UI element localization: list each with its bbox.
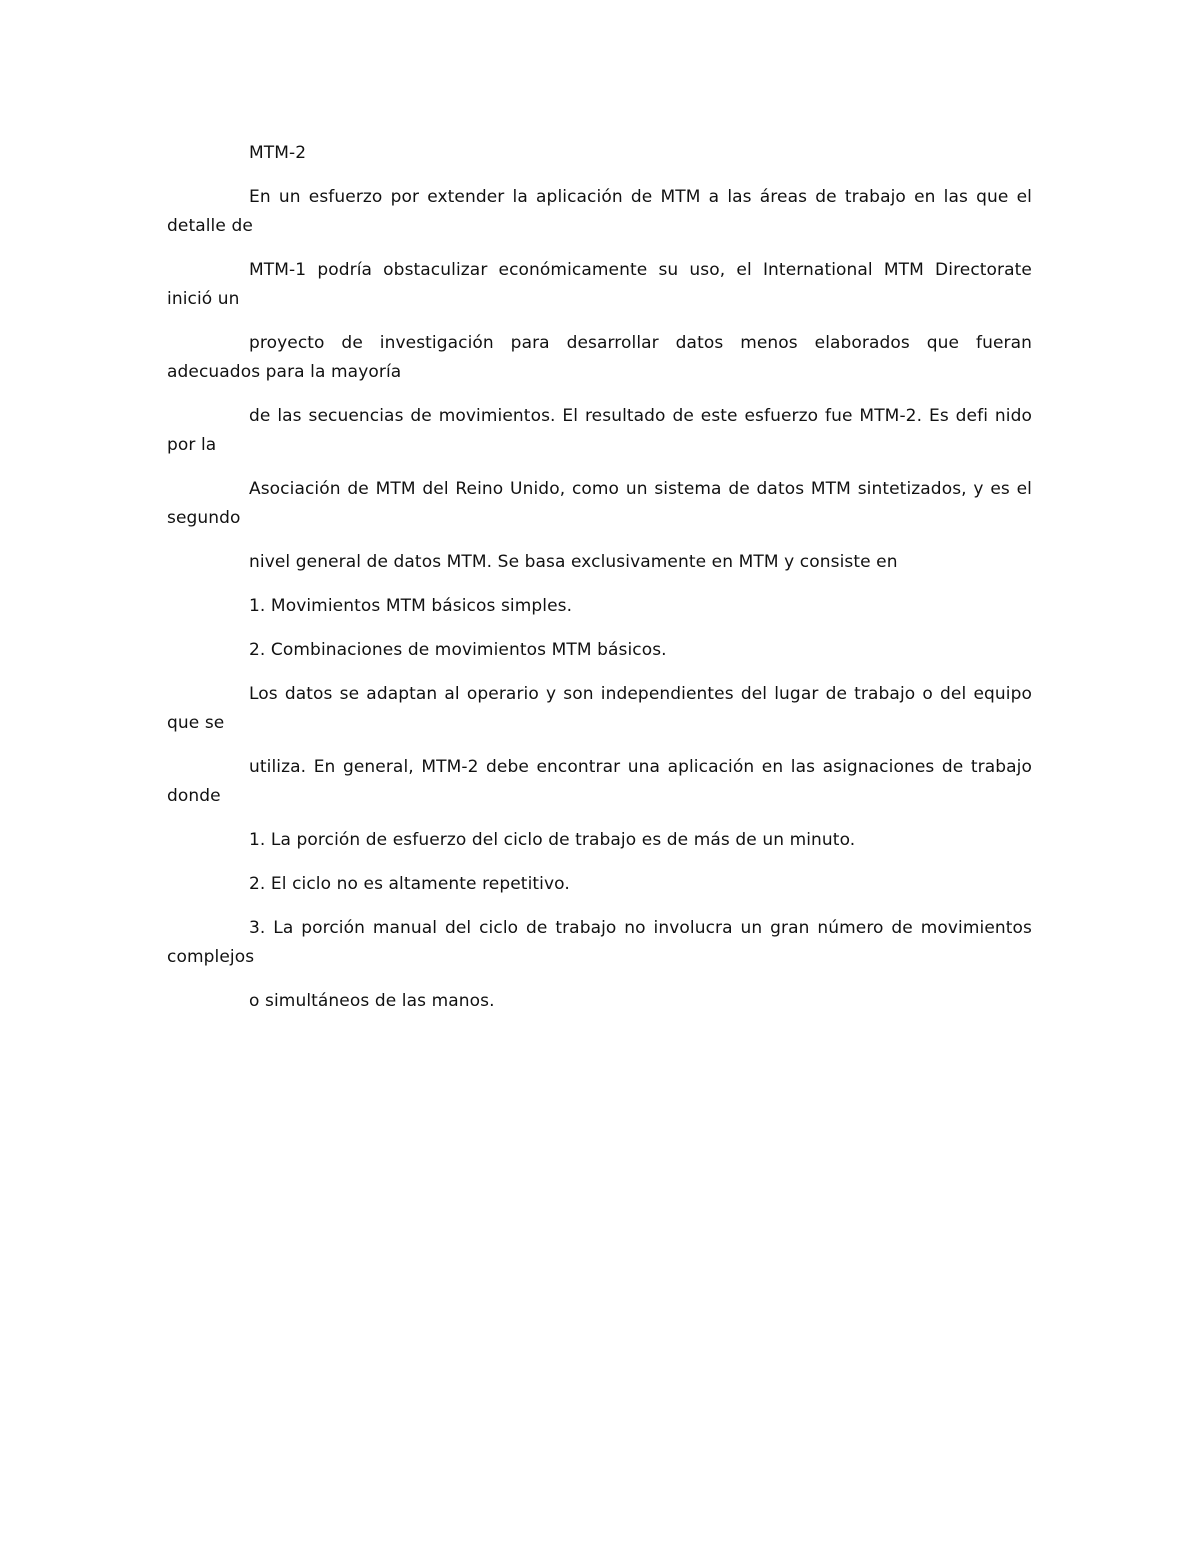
- paragraph-line: proyecto de investigación para desarrollar datos menos elaborados que fueran: [249, 333, 1032, 353]
- paragraph-line: Los datos se adaptan al operario y son independientes del lugar de trabajo o del equipo: [249, 684, 1032, 704]
- list-item: complejos: [167, 947, 255, 967]
- paragraph-line: de las secuencias de movimientos. El resultado de este esfuerzo fue MTM-2. Es defi nido: [249, 406, 1032, 426]
- paragraph-line: que se: [167, 713, 225, 733]
- list-item: 1. La porción de esfuerzo del ciclo de trabajo es de más de un minuto.: [249, 830, 856, 850]
- list-item: 1. Movimientos MTM básicos simples.: [249, 596, 573, 616]
- paragraph-line: inició un: [167, 289, 240, 309]
- paragraph-line: por la: [167, 435, 217, 455]
- list-item: 3. La porción manual del ciclo de trabajo no involucra un gran número de movimientos: [249, 918, 1032, 938]
- paragraph-line: utiliza. En general, MTM-2 debe encontrar una aplicación en las asignaciones de trabajo: [249, 757, 1032, 777]
- paragraph-line: Asociación de MTM del Reino Unido, como un sistema de datos MTM sintetizados, y es el: [249, 479, 1032, 499]
- paragraph-line: segundo: [167, 508, 241, 528]
- document-title: MTM-2: [249, 143, 307, 163]
- paragraph-line: En un esfuerzo por extender la aplicación de MTM a las áreas de trabajo en las que el: [249, 187, 1032, 207]
- list-item: 2. Combinaciones de movimientos MTM básicos.: [249, 640, 667, 660]
- paragraph-line: MTM-1 podría obstaculizar económicamente su uso, el International MTM Directorate: [249, 260, 1032, 280]
- list-item: 2. El ciclo no es altamente repetitivo.: [249, 874, 570, 894]
- paragraph-line: nivel general de datos MTM. Se basa exclusivamente en MTM y consiste en: [249, 552, 898, 572]
- paragraph-line: o simultáneos de las manos.: [249, 991, 495, 1011]
- paragraph-line: donde: [167, 786, 221, 806]
- paragraph-line: detalle de: [167, 216, 253, 236]
- paragraph-line: adecuados para la mayoría: [167, 362, 402, 382]
- document-body: [167, 139, 1032, 1016]
